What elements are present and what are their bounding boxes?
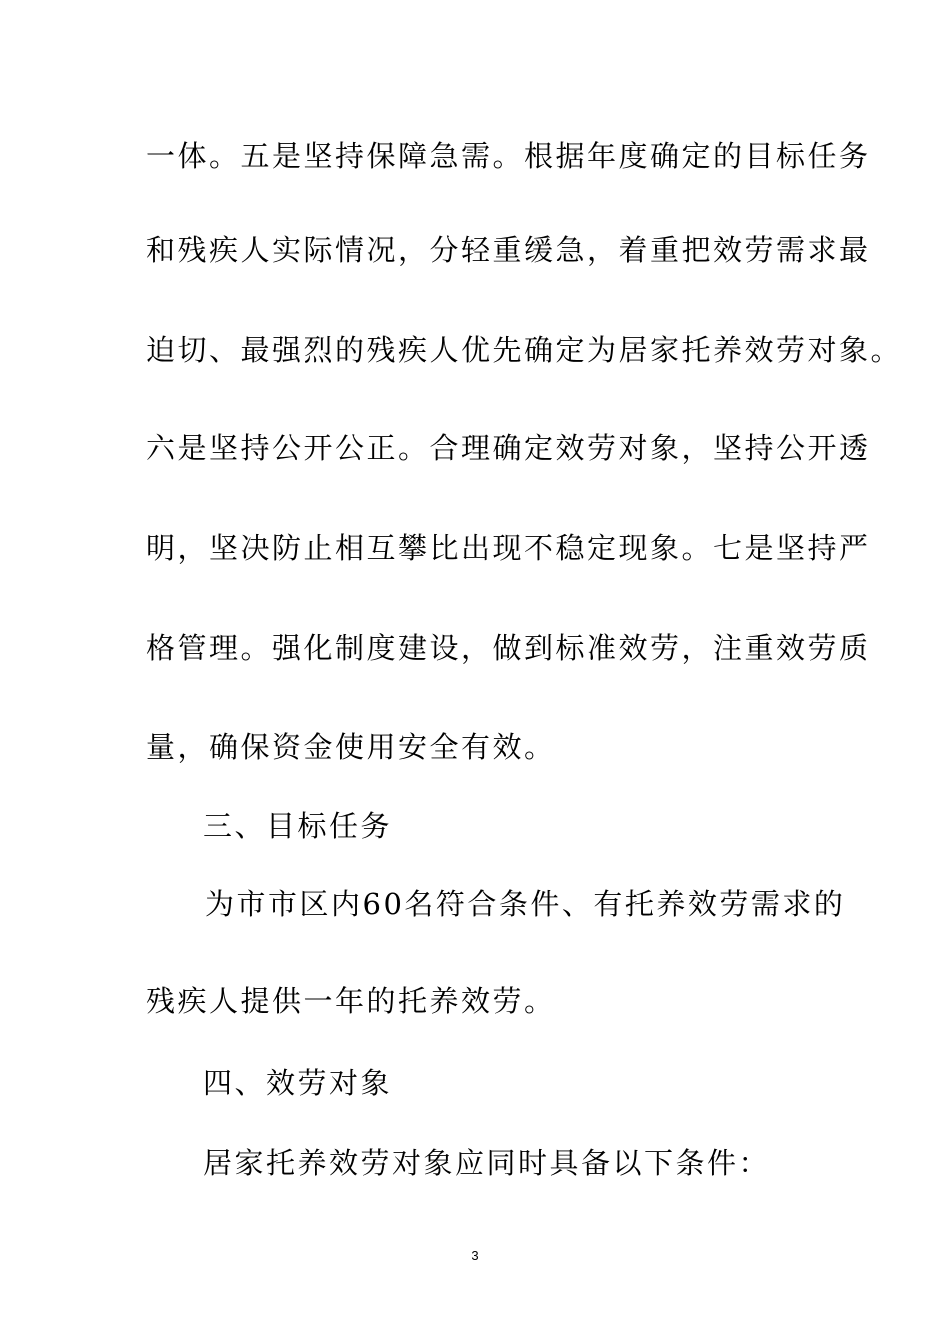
body-text-line: 居家托养效劳对象应同时具备以下条件： <box>203 1146 771 1180</box>
section-heading: 三、目标任务 <box>203 809 393 843</box>
body-text-line: 量，确保资金使用安全有效。 <box>146 730 556 764</box>
body-text-line: 格管理。强化制度建设，做到标准效劳，注重效劳质 <box>146 631 871 665</box>
body-text-line: 一体。五是坚持保障急需。根据年度确定的目标任务 <box>146 139 871 173</box>
body-text-line: 六是坚持公开公正。合理确定效劳对象，坚持公开透 <box>146 431 871 465</box>
body-text-line: 为市市区内60名符合条件、有托养效劳需求的 <box>205 887 846 921</box>
section-heading: 四、效劳对象 <box>203 1066 393 1100</box>
page-number: 3 <box>471 1248 479 1263</box>
body-text-line: 迫切、最强烈的残疾人优先确定为居家托养效劳对象。 <box>146 333 903 367</box>
body-text-line: 明，坚决防止相互攀比出现不稳定现象。七是坚持严 <box>146 531 871 565</box>
body-text-line: 和残疾人实际情况，分轻重缓急，着重把效劳需求最 <box>146 233 871 267</box>
body-text-line: 残疾人提供一年的托养效劳。 <box>146 984 556 1018</box>
